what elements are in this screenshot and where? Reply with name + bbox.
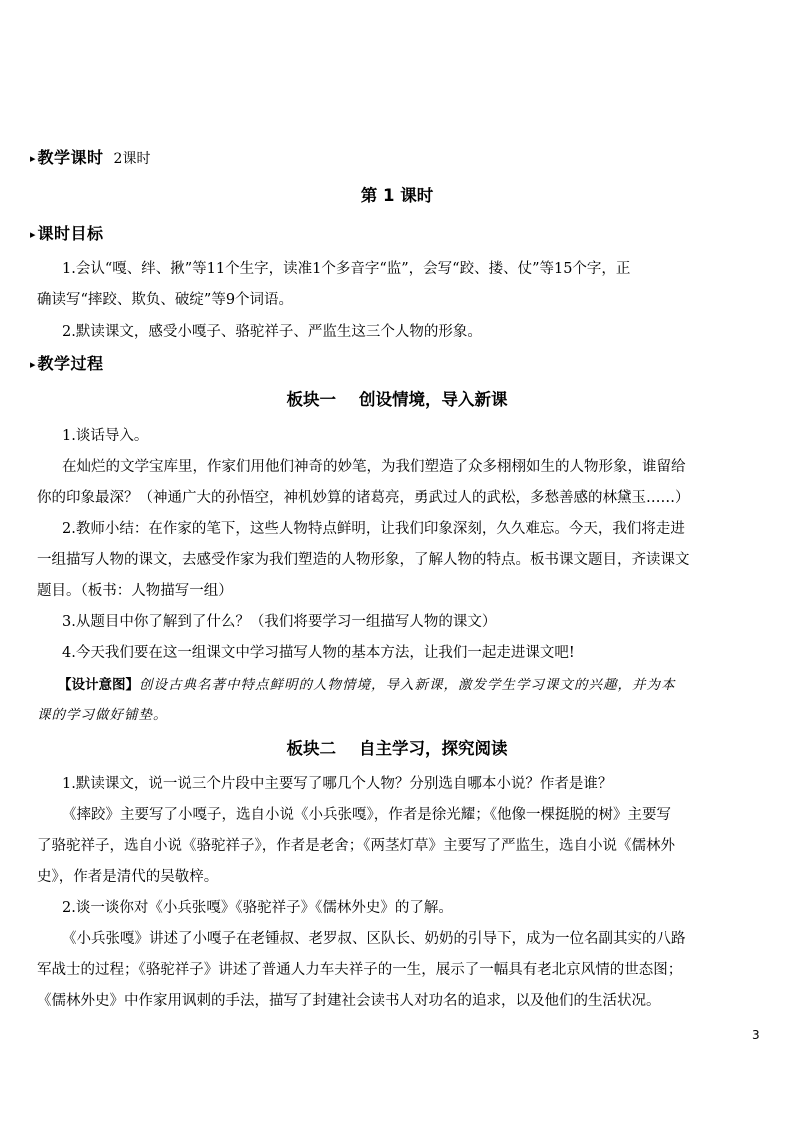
block1-line: 你的印象最深？（神通广大的孙悟空，神机妙算的诸葛亮，勇武过人的武松，多愁善感的林黛玉……） xyxy=(37,490,690,506)
block1-title: 板块一 创设情境，导入新课 xyxy=(286,390,508,409)
triangle-marker-icon: ▸ xyxy=(30,152,36,165)
block2-line: 史》，作者是清代的吴敬梓。 xyxy=(37,869,219,885)
goal-line: 1.会认“嘎、绊、揪”等11个生字，读准1个多音字“监”，会写“跤、搂、仗”等15个字，正 xyxy=(62,261,631,277)
design-intent-text: 创设古典名著中特点鲜明的人物情境，导入新课，激发学生学习课文的兴趣，并为本 xyxy=(139,677,676,693)
block2-line: 《摔跤》主要写了小嘎子，选自小说《小兵张嘎》，作者是徐光耀；《他像一棵挺脱的树》主要写 xyxy=(62,807,671,823)
section-label: 课时目标 xyxy=(37,224,104,243)
block2-line: 《小兵张嘎》讲述了小嘎子在老锺叔、老罗叔、区队长、奶奶的引导下，成为一位名副其实的八路 xyxy=(62,931,686,947)
goal-line: 确读写“摔跤、欺负、破绽”等9个词语。 xyxy=(37,292,294,308)
block1-line: 2.教师小结：在作家的笔下，这些人物特点鲜明，让我们印象深刻，久久难忘。今天，我们将走进 xyxy=(62,521,685,537)
page-number: 3 xyxy=(752,1028,760,1042)
section-goals xyxy=(30,224,430,245)
section-label: 教学课时 xyxy=(37,148,104,167)
design-intent xyxy=(58,675,778,695)
section-value: 2课时 xyxy=(113,151,151,167)
section-lesson-hours xyxy=(30,148,430,169)
block1-line: 4.今天我们要在这一组课文中学习描写人物的基本方法，让我们一起走进课文吧! xyxy=(62,645,575,661)
lesson-title: 第 1 课时 xyxy=(360,186,434,205)
block2-title: 板块二 自主学习，探究阅读 xyxy=(286,739,508,758)
block2-line: 2.谈一谈你对《小兵张嘎》《骆驼祥子》《儒林外史》的了解。 xyxy=(62,900,453,916)
triangle-marker-icon: ▸ xyxy=(30,228,36,241)
block2-line: 《儒林外史》中作家用讽刺的手法，描写了封建社会读书人对功名的追求，以及他们的生活状况。 xyxy=(37,993,661,1009)
section-process xyxy=(30,354,430,375)
triangle-marker-icon: ▸ xyxy=(30,358,36,371)
design-intent-label: 【设计意图】 xyxy=(58,677,139,693)
block2-line: 了骆驼祥子，选自小说《骆驼祥子》，作者是老舍；《两茎灯草》主要写了严监生，选自小说《儒林外 xyxy=(37,838,675,854)
block1-line: 一组描写人物的课文，去感受作家为我们塑造的人物形象，了解人物的特点。板书课文题目，齐读课文 xyxy=(37,552,690,568)
block1-line: 3.从题目中你了解到了什么？（我们将要学习一组描写人物的课文） xyxy=(62,614,497,630)
block2-line: 军战士的过程；《骆驼祥子》讲述了普通人力车夫祥子的一生，展示了一幅具有老北京风情的世态图； xyxy=(37,962,683,978)
goal-line: 2.默读课文，感受小嘎子、骆驼祥子、严监生这三个人物的形象。 xyxy=(62,324,482,340)
block1-line: 1.谈话导入。 xyxy=(62,428,149,444)
block1-line: 题目。（板书：人物描写一组） xyxy=(37,583,233,599)
block1-line: 在灿烂的文学宝库里，作家们用他们神奇的妙笔，为我们塑造了众多栩栩如生的人物形象，谁留给 xyxy=(62,459,686,475)
block2-line: 1.默读课文，说一说三个片段中主要写了哪几个人物？分别选自哪本小说？作者是谁？ xyxy=(62,776,613,792)
design-intent-continued: 课的学习做好铺垫。 xyxy=(37,707,168,723)
section-label: 教学过程 xyxy=(37,354,104,373)
